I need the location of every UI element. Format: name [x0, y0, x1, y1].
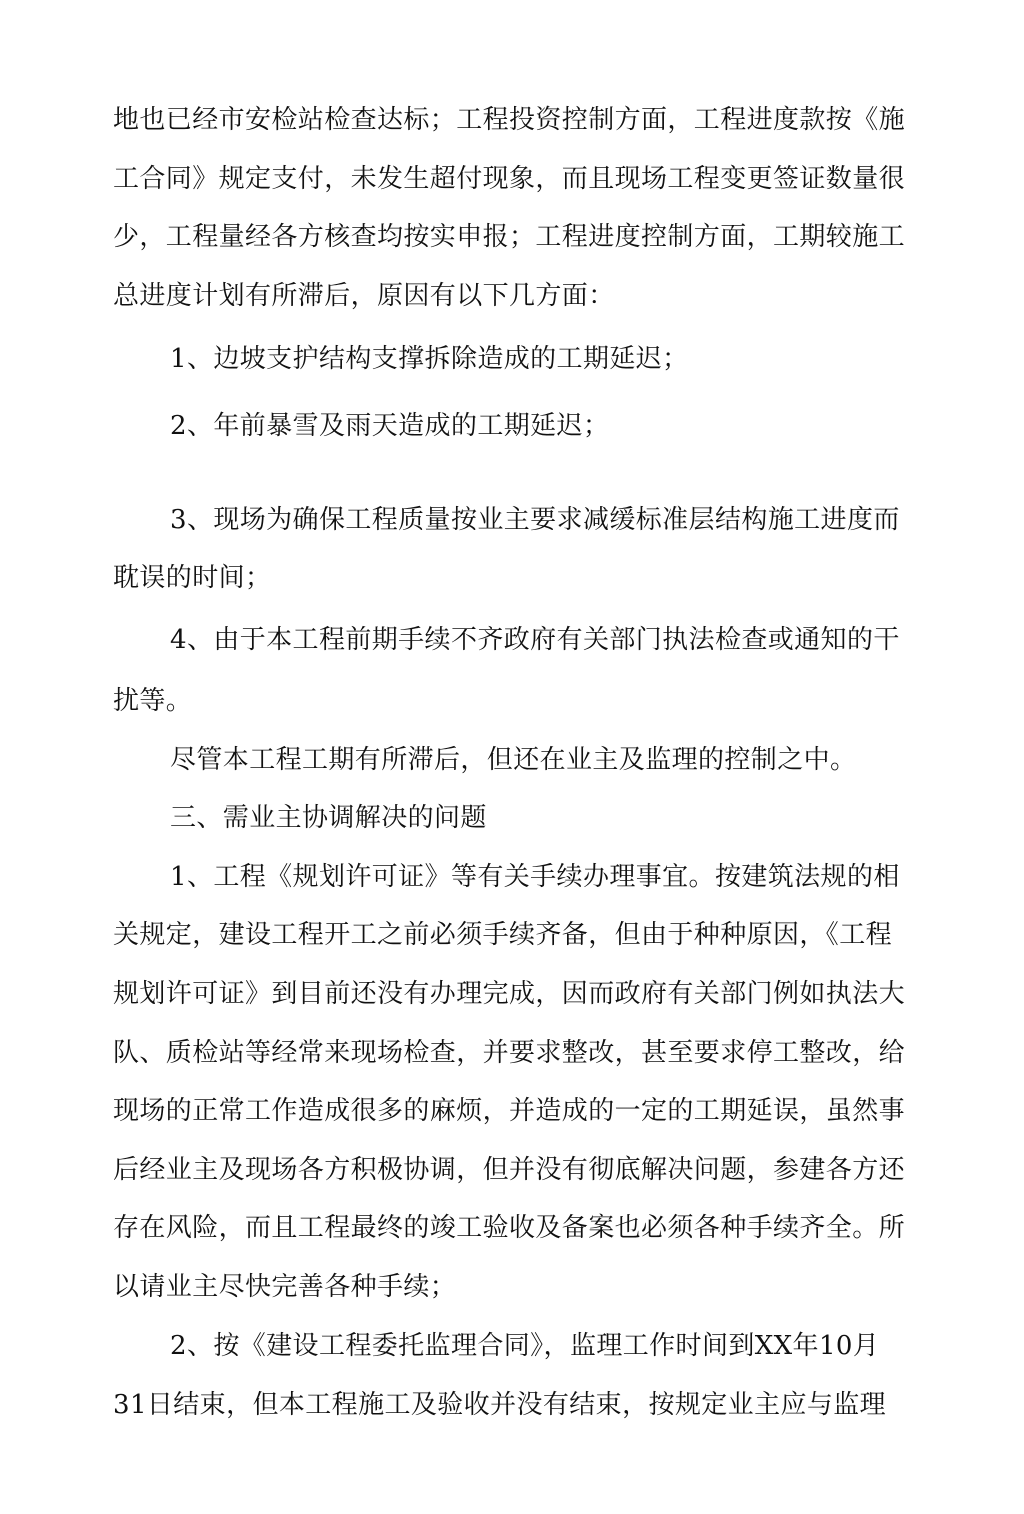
paragraph-line: 尽管本工程工期有所滞后，但还在业主及监理的控制之中。 [170, 745, 857, 775]
text-line: 存在风险，而且工程最终的竣工验收及备案也必须各种手续齐全。所 [113, 1213, 906, 1243]
list-item-3: 3、现场为确保工程质量按业主要求减缓标准层结构施工进度而 [170, 505, 900, 535]
text-line: 总进度计划有所滞后，原因有以下几方面： [113, 281, 615, 311]
text-line: 现场的正常工作造成很多的麻烦，并造成的一定的工期延误，虽然事 [113, 1096, 906, 1126]
text-line: 少，工程量经各方核查均按实申报；工程进度控制方面，工期较施工 [113, 222, 906, 252]
section-heading: 三、需业主协调解决的问题 [170, 803, 487, 833]
text-line: 工合同》规定支付，未发生超付现象，而且现场工程变更签证数量很 [113, 164, 906, 194]
text-line: 扰等。 [113, 686, 193, 716]
list-item-2: 2、年前暴雪及雨天造成的工期延迟； [170, 411, 610, 441]
text-line: 地也已经市安检站检查达标；工程投资控制方面，工程进度款按《施 [113, 105, 906, 135]
text-line: 关规定，建设工程开工之前必须手续齐备，但由于种种原因，《工程 [113, 920, 893, 950]
list-item-4: 4、由于本工程前期手续不齐政府有关部门执法检查或通知的干 [170, 625, 900, 655]
text-line: 队、质检站等经常来现场检查，并要求整改，甚至要求停工整改，给 [113, 1038, 906, 1068]
list-item-1: 1、边坡支护结构支撑拆除造成的工期延迟； [170, 344, 689, 374]
text-line: 耽误的时间； [113, 563, 272, 593]
list-item-1: 1、工程《规划许可证》等有关手续办理事宜。按建筑法规的相 [170, 862, 900, 892]
text-line: 后经业主及现场各方积极协调，但并没有彻底解决问题，参建各方还 [113, 1155, 906, 1185]
text-line: 31日结束，但本工程施工及验收并没有结束，按规定业主应与监理 [113, 1390, 887, 1420]
list-item-2: 2、按《建设工程委托监理合同》，监理工作时间到XX年10月 [170, 1331, 880, 1361]
text-line: 以请业主尽快完善各种手续； [113, 1272, 457, 1302]
text-line: 规划许可证》到目前还没有办理完成，因而政府有关部门例如执法大 [113, 979, 906, 1009]
